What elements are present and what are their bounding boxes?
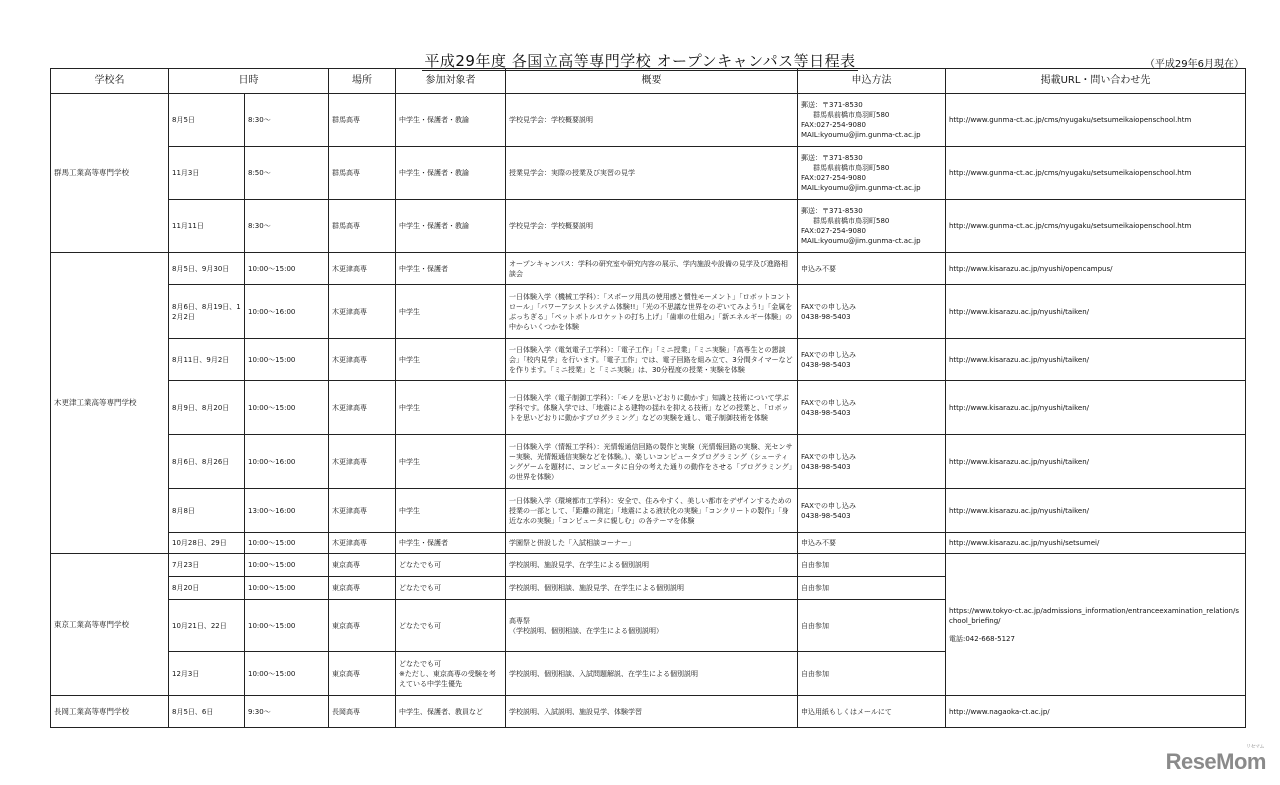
time-cell: 10:00～16:00 <box>245 285 329 339</box>
apply-method: FAXでの申し込み <box>801 501 856 510</box>
school-name: 長岡工業高等専門学校 <box>51 696 169 728</box>
place-cell: 木更津高専 <box>329 285 396 339</box>
apply-method: FAXでの申し込み <box>801 398 856 407</box>
place-cell: 東京高専 <box>329 554 396 577</box>
summary-cell: オープンキャンパス：学科の研究室や研究内容の展示、学内施設や設備の見学及び進路相談会 <box>506 253 798 285</box>
fax-number: 0438-98-5403 <box>801 408 851 417</box>
time-cell: 10:00～16:00 <box>245 435 329 489</box>
table-row <box>51 147 1246 200</box>
place-cell: 東京高専 <box>329 600 396 652</box>
url-link[interactable]: http://www.gunma-ct.ac.jp/cms/nyugaku/setsumeikaiopenschool.htm <box>946 147 1246 200</box>
header-row <box>51 69 1246 94</box>
table-row <box>51 533 1246 554</box>
audience-cell: 中学生・保護者・教諭 <box>396 147 506 200</box>
summary-cell: 一日体験入学（情報工学科）：光情報通信回路の製作と実験（光情報回路の実験、光センサー実験、光情報通信実験などを体験。）、楽しいコンピュータプログラミング（シューティングゲームを題材に、コンピュータに自分の考えた通りの動作をさせる「プログラミング」の世界を体験） <box>506 435 798 489</box>
summary-cell: 学校説明、施設見学、在学生による個別説明 <box>506 554 798 577</box>
audience-cell: 中学生、保護者、教員など <box>396 696 506 728</box>
header-url: 掲載URL・問い合わせ先 <box>946 69 1246 94</box>
summary-cell: 学校説明、個別相談、施設見学、在学生による個別説明 <box>506 577 798 600</box>
header-audience: 参加対象者 <box>396 69 506 94</box>
apply-cell: 自由参加 <box>798 554 946 577</box>
time-cell: 10:00～15:00 <box>245 554 329 577</box>
header-school: 学校名 <box>51 69 169 94</box>
street-address: 群馬県前橋市鳥羽町580 <box>813 217 890 225</box>
place-cell: 群馬高専 <box>329 147 396 200</box>
apply-method: FAXでの申し込み <box>801 452 856 461</box>
place-cell: 東京高専 <box>329 577 396 600</box>
apply-cell <box>798 200 946 253</box>
schedule-table <box>50 68 1246 728</box>
apply-method: FAXでの申し込み <box>801 302 856 311</box>
url-link[interactable]: http://www.kisarazu.ac.jp/nyushi/taiken/ <box>946 339 1246 381</box>
apply-cell <box>798 147 946 200</box>
url-link[interactable]: http://www.kisarazu.ac.jp/nyushi/setsumei/ <box>946 533 1246 554</box>
fax-number: 0438-98-5403 <box>801 462 851 471</box>
place-cell: 長岡高専 <box>329 696 396 728</box>
url-link[interactable]: http://www.gunma-ct.ac.jp/cms/nyugaku/setsumeikaiopenschool.htm <box>946 200 1246 253</box>
time-cell: 10:00～15:00 <box>245 381 329 435</box>
resemom-logo <box>1165 744 1266 775</box>
document-title: 平成29年度 各国立高等専門学校 オープンキャンパス等日程表 <box>424 52 856 70</box>
logo-subtext: リセマム <box>1246 744 1264 750</box>
audience-line: どなたでも可 <box>399 659 441 668</box>
summary-cell: 学校説明、入試説明、施設見学、体験学習 <box>506 696 798 728</box>
time-cell: 13:00～16:00 <box>245 489 329 533</box>
date-cell: 8月9日、8月20日 <box>169 381 245 435</box>
school-name: 群馬工業高等専門学校 <box>51 94 169 253</box>
header-summary: 概要 <box>506 69 798 94</box>
audience-cell: 中学生・保護者・教諭 <box>396 94 506 147</box>
date-cell: 8月5日 <box>169 94 245 147</box>
place-cell: 群馬高専 <box>329 94 396 147</box>
place-cell: 木更津高専 <box>329 253 396 285</box>
url-link[interactable]: https://www.tokyo-ct.ac.jp/admissions_information/entranceexamination_relation/school_briefing/ <box>949 606 1239 625</box>
time-cell: 10:00～15:00 <box>245 533 329 554</box>
summary-cell: 一日体験入学（電子制御工学科）：「モノを思いどおりに動かす」知識と技術について学ぶ学科です。体験入学では、「地震による建物の揺れを抑える技術」などの授業と、「ロボットを思いどおりに動かすプログラミング」などの実験を通し、電子制御技術を体験 <box>506 381 798 435</box>
url-link[interactable]: http://www.kisarazu.ac.jp/nyushi/taiken/ <box>946 285 1246 339</box>
summary-cell: 学校見学会：学校概要説明 <box>506 200 798 253</box>
url-link[interactable]: http://www.gunma-ct.ac.jp/cms/nyugaku/setsumeikaiopenschool.htm <box>946 94 1246 147</box>
place-cell: 木更津高専 <box>329 489 396 533</box>
apply-cell: 自由参加 <box>798 600 946 652</box>
street-address: 群馬県前橋市鳥羽町580 <box>813 164 890 172</box>
date-cell: 7月23日 <box>169 554 245 577</box>
date-cell: 8月8日 <box>169 489 245 533</box>
place-cell: 木更津高専 <box>329 533 396 554</box>
place-cell: 木更津高専 <box>329 435 396 489</box>
date-cell: 8月5日、6日 <box>169 696 245 728</box>
summary-line: 高専祭 <box>509 616 530 625</box>
school-name: 木更津工業高等専門学校 <box>51 253 169 554</box>
place-cell: 木更津高専 <box>329 339 396 381</box>
postal-address: 郵送：〒371-8530 <box>801 207 863 215</box>
email-address[interactable]: MAIL:kyoumu@jim.gunma-ct.ac.jp <box>801 131 921 139</box>
apply-cell <box>798 253 946 285</box>
fax-number: 0438-98-5403 <box>801 511 851 520</box>
table-row <box>51 285 1246 339</box>
time-cell: 10:00～15:00 <box>245 652 329 696</box>
audience-cell: 中学生・保護者 <box>396 533 506 554</box>
logo-text: ReseMom <box>1165 749 1266 774</box>
postal-address: 郵送：〒371-8530 <box>801 101 863 109</box>
audience-cell <box>396 652 506 696</box>
time-cell: 8:30～ <box>245 94 329 147</box>
apply-cell <box>798 381 946 435</box>
date-cell: 8月6日、8月26日 <box>169 435 245 489</box>
summary-cell <box>506 600 798 652</box>
apply-cell: 自由参加 <box>798 652 946 696</box>
date-cell: 8月11日、9月2日 <box>169 339 245 381</box>
url-link[interactable]: http://www.kisarazu.ac.jp/nyushi/taiken/ <box>946 381 1246 435</box>
date-cell: 12月3日 <box>169 652 245 696</box>
time-cell: 10:00～15:00 <box>245 253 329 285</box>
date-cell: 11月11日 <box>169 200 245 253</box>
table-row <box>51 94 1246 147</box>
street-address: 群馬県前橋市鳥羽町580 <box>813 111 890 119</box>
audience-cell: 中学生 <box>396 489 506 533</box>
audience-note: ※ただし、東京高専の受験を考えている中学生優先 <box>399 669 496 688</box>
audience-cell: 中学生 <box>396 285 506 339</box>
apply-cell <box>798 533 946 554</box>
apply-cell <box>798 435 946 489</box>
apply-method: 申込み不要 <box>801 539 836 547</box>
url-link[interactable]: http://www.kisarazu.ac.jp/nyushi/opencampus/ <box>946 253 1246 285</box>
url-contact-cell <box>946 554 1246 696</box>
time-cell: 9:30～ <box>245 696 329 728</box>
summary-cell: 一日体験入学（電気電子工学科）：「電子工作」「ミニ授業」「ミニ実験」「高専生との懇談会」「校内見学」を行います。「電子工作」では、電子回路を組み立て、3分間タイマーなどを作ります。「ミニ授業」と「ミニ実験」は、30分程度の授業・実験を体験 <box>506 339 798 381</box>
summary-cell: 学園祭と併設した「入試相談コーナー」 <box>506 533 798 554</box>
apply-cell <box>798 94 946 147</box>
table-row <box>51 554 1246 577</box>
audience-cell: どなたでも可 <box>396 554 506 577</box>
email-address[interactable]: MAIL:kyoumu@jim.gunma-ct.ac.jp <box>801 237 921 245</box>
date-cell: 10月21日、22日 <box>169 600 245 652</box>
apply-method: 申込み不要 <box>801 264 836 273</box>
fax-number: FAX:027-254-9080 <box>801 174 866 182</box>
url-link[interactable]: http://www.nagaoka-ct.ac.jp/ <box>946 696 1246 728</box>
date-cell: 8月20日 <box>169 577 245 600</box>
time-cell: 10:00～15:00 <box>245 339 329 381</box>
summary-cell: 一日体験入学（機械工学科）：「スポーツ用具の使用感と慣性モーメント」「ロボットコントロール」「パワーアシストシステム体験!!」「光の不思議な世界をのぞいてみよう!」「金属をぶっちぎる」「ペットボトルロケットの打ち上げ」「歯車の仕組み」「新エネルギー体験」の中からいくつかを体験 <box>506 285 798 339</box>
time-cell: 8:50～ <box>245 147 329 200</box>
fax-number: 0438-98-5403 <box>801 360 851 369</box>
date-cell: 8月6日、8月19日、12月2日 <box>169 285 245 339</box>
summary-cell: 一日体験入学（環境都市工学科）：安全で、住みやすく、美しい都市をデザインするための授業の一部として、「距離の測定」「地震による液状化の実験」「コンクリートの製作」「身近な水の実験」「コンピュータに親しむ」の各テーマを体験 <box>506 489 798 533</box>
table-row <box>51 696 1246 728</box>
place-cell: 東京高専 <box>329 652 396 696</box>
apply-method: FAXでの申し込み <box>801 350 856 359</box>
apply-cell <box>798 489 946 533</box>
header-apply: 申込方法 <box>798 69 946 94</box>
place-cell: 群馬高専 <box>329 200 396 253</box>
audience-cell: 中学生 <box>396 381 506 435</box>
audience-cell: 中学生 <box>396 435 506 489</box>
postal-address: 郵送：〒371-8530 <box>801 154 863 162</box>
audience-cell: どなたでも可 <box>396 600 506 652</box>
date-cell: 11月3日 <box>169 147 245 200</box>
date-cell: 10月28日、29日 <box>169 533 245 554</box>
fax-number: 0438-98-5403 <box>801 312 851 321</box>
header-place: 場所 <box>329 69 396 94</box>
email-address[interactable]: MAIL:kyoumu@jim.gunma-ct.ac.jp <box>801 184 921 192</box>
audience-cell: 中学生・保護者・教諭 <box>396 200 506 253</box>
fax-number: FAX:027-254-9080 <box>801 227 866 235</box>
apply-cell <box>798 285 946 339</box>
time-cell: 10:00～15:00 <box>245 600 329 652</box>
audience-cell: どなたでも可 <box>396 577 506 600</box>
as-of-date: （平成29年6月現在） <box>1144 59 1244 70</box>
table-row <box>51 339 1246 381</box>
summary-cell: 学校説明、個別相談、入試問題解説、在学生による個別説明 <box>506 652 798 696</box>
table-row <box>51 489 1246 533</box>
audience-cell: 中学生・保護者 <box>396 253 506 285</box>
url-link[interactable]: http://www.kisarazu.ac.jp/nyushi/taiken/ <box>946 489 1246 533</box>
table-row <box>51 200 1246 253</box>
audience-cell: 中学生 <box>396 339 506 381</box>
apply-cell: 自由参加 <box>798 577 946 600</box>
apply-cell: 申込用紙もしくはメールにて <box>798 696 946 728</box>
summary-cell: 学校見学会：学校概要説明 <box>506 94 798 147</box>
fax-number: FAX:027-254-9080 <box>801 121 866 129</box>
summary-line: （学校説明、個別相談、在学生による個別説明） <box>509 626 663 635</box>
table-row <box>51 381 1246 435</box>
table-row <box>51 435 1246 489</box>
place-cell: 木更津高専 <box>329 381 396 435</box>
date-cell: 8月5日、9月30日 <box>169 253 245 285</box>
url-link[interactable]: http://www.kisarazu.ac.jp/nyushi/taiken/ <box>946 435 1246 489</box>
header-datetime: 日時 <box>169 69 329 94</box>
summary-cell: 授業見学会：実際の授業及び実習の見学 <box>506 147 798 200</box>
school-name: 東京工業高等専門学校 <box>51 554 169 696</box>
time-cell: 8:30～ <box>245 200 329 253</box>
time-cell: 10:00～15:00 <box>245 577 329 600</box>
table-row <box>51 253 1246 285</box>
phone-number: 電話:042-668-5127 <box>949 634 1015 643</box>
apply-cell <box>798 339 946 381</box>
